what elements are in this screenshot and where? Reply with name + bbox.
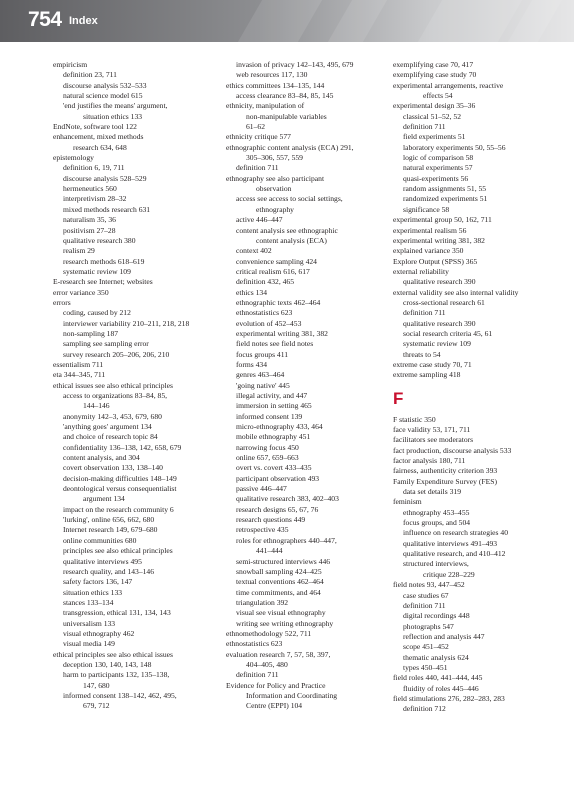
index-entry: critical realism 616, 617 — [236, 266, 310, 276]
index-entry: research 634, 648 — [73, 142, 127, 152]
index-entry: reflection and analysis 447 — [403, 631, 485, 641]
index-entry: access to organizations 83–84, 85, — [63, 391, 168, 400]
index-entry: transgression, ethical 131, 134, 143 — [63, 608, 171, 618]
index-entry: critique 228–229 — [423, 569, 475, 579]
index-entry: positivism 27–28 — [63, 225, 116, 235]
index-entry: external validity see also internal validity — [393, 287, 519, 297]
index-entry: passive 446–447 — [236, 484, 287, 494]
index-entry: decision-making difficulties 148–149 — [63, 473, 177, 483]
index-entry: systematic review 109 — [63, 266, 131, 276]
index-entry: stances 133–134 — [63, 597, 114, 607]
index-entry: error variance 350 — [53, 287, 109, 297]
index-entry: deception 130, 140, 143, 148 — [63, 659, 152, 669]
index-entry: ethical principles see also ethical issues — [53, 649, 173, 659]
index-entry: qualitative research 380 — [63, 235, 136, 245]
index-entry: influence on research strategies 40 — [403, 528, 508, 538]
index-entry: roles for ethnographers 440–447, — [236, 535, 337, 545]
index-entry: exemplifying case study 70 — [393, 70, 477, 80]
index-entry: hermeneutics 560 — [63, 184, 117, 194]
index-entry: content analysis (ECA) — [256, 235, 327, 245]
index-entry: extreme case study 70, 71 — [393, 359, 472, 369]
index-entry: visual ethnography 462 — [63, 628, 135, 638]
index-entry: epistemology — [53, 153, 94, 163]
index-entry: and choice of research topic 84 — [63, 432, 158, 442]
index-entry: ethnomethodology 522, 711 — [226, 628, 312, 638]
index-entry: definition 711 — [403, 122, 446, 132]
index-entry: anonymity 142–3, 453, 679, 680 — [63, 411, 162, 421]
index-entry: significance 58 — [403, 204, 450, 214]
index-entry: exemplifying case 70, 417 — [393, 60, 474, 69]
index-entry: safety factors 136, 147 — [63, 577, 133, 587]
index-entry: definition 711 — [236, 163, 279, 173]
index-entry: covert observation 133, 138–140 — [63, 463, 163, 473]
index-entry: research questions 449 — [236, 515, 306, 525]
index-entry: evaluation research 7, 57, 58, 397, — [226, 649, 331, 659]
index-entry: context 402 — [236, 246, 272, 256]
index-entry: fairness, authenticity criterion 393 — [393, 466, 498, 476]
index-entry: online communities 680 — [63, 535, 137, 545]
index-entry: social research criteria 45, 61 — [403, 328, 493, 338]
index-entry: time commitments, and 464 — [236, 587, 321, 597]
index-entry: F statistic 350 — [393, 414, 436, 424]
index-entry: definition 6, 19, 711 — [63, 163, 125, 173]
index-entry: field roles 440, 441–444, 445 — [393, 673, 483, 683]
index-entry: explained variance 350 — [393, 246, 464, 256]
index-entry: visual see visual ethnography — [236, 608, 326, 618]
index-entry: survey research 205–206, 206, 210 — [63, 349, 170, 359]
index-entry: discourse analysis 528–529 — [63, 173, 147, 183]
index-entry: research designs 65, 67, 76 — [236, 504, 319, 514]
index-entry: retrospective 435 — [236, 525, 289, 535]
index-entry: triangulation 392 — [236, 597, 289, 607]
index-entry: non-manipulable variables — [246, 111, 327, 121]
index-entry: feminism — [393, 497, 422, 507]
index-entry: systematic review 109 — [403, 339, 471, 349]
index-entry: external reliability — [393, 266, 449, 276]
index-entry: 679, 712 — [83, 701, 110, 711]
index-entry: informed consent 138–142, 462, 495, — [63, 690, 177, 700]
index-entry: natural experiments 57 — [403, 163, 473, 173]
index-entry: mobile ethnography 451 — [236, 432, 311, 442]
index-entry: definition 432, 465 — [236, 277, 295, 287]
index-entry: content analysis see ethnographic — [236, 225, 338, 235]
index-entry: sampling see sampling error — [63, 339, 149, 349]
index-entry: harm to participants 132, 135–138, — [63, 670, 170, 680]
index-entry: focus groups, and 504 — [403, 518, 471, 528]
index-entry: factor analysis 180, 711 — [393, 456, 466, 466]
index-entry: qualitative interviews 491–493 — [403, 538, 498, 548]
index-entry: evolution of 452–453 — [236, 318, 302, 328]
index-entry: experimental arrangements, reactive — [393, 80, 504, 90]
index-entry: digital recordings 448 — [403, 611, 470, 621]
index-entry: fluidity of roles 445–446 — [403, 683, 479, 693]
index-entry: enhancement, mixed methods — [53, 132, 144, 142]
index-entry: illegal activity, and 447 — [236, 391, 308, 400]
index-entry: data set details 319 — [403, 487, 461, 497]
index-entry: ethnography — [256, 204, 294, 214]
index-entry: Centre (EPPI) 104 — [246, 701, 303, 711]
index-entry: random assignments 51, 55 — [403, 184, 487, 194]
index-entry: threats to 54 — [403, 349, 441, 359]
index-entry: informed consent 139 — [236, 411, 303, 421]
index-entry: fact production, discourse analysis 533 — [393, 445, 512, 455]
index-entry: 404–405, 480 — [246, 659, 288, 669]
index-entry: overt vs. covert 433–435 — [236, 463, 312, 473]
index-entry: writing see writing ethnography — [236, 618, 334, 628]
index-entry: invasion of privacy 142–143, 495, 679 — [236, 60, 354, 69]
index-entry: observation — [256, 184, 292, 194]
index-entry: experimental writing 381, 382 — [393, 235, 485, 245]
index-entry: face validity 53, 171, 711 — [393, 425, 471, 434]
index-entry: cross-sectional research 61 — [403, 297, 485, 307]
index-entry: 61–62 — [246, 122, 265, 132]
index-entry: online 657, 659–663 — [236, 453, 299, 463]
index-entry: interpretivism 28–32 — [63, 194, 127, 204]
index-entry: definition 712 — [403, 704, 446, 714]
index-entry: research quality, and 143–146 — [63, 566, 155, 576]
index-entry: ethics committees 134–135, 144 — [226, 80, 325, 90]
index-entry: 305–306, 557, 559 — [246, 153, 303, 163]
running-header — [0, 0, 574, 42]
index-entry: scope 451–452 — [403, 642, 449, 652]
index-entry: qualitative research 390 — [403, 277, 476, 287]
index-entry: ethnography 453–455 — [403, 507, 470, 517]
index-column-2 — [226, 60, 384, 712]
index-entry: research methods 618–619 — [63, 256, 145, 266]
index-entry: quasi-experiments 56 — [403, 173, 469, 183]
index-entry: Information and Coordinating — [246, 690, 338, 700]
index-entry: confidentiality 136–138, 142, 658, 679 — [63, 442, 182, 452]
index-entry: coding, caused by 212 — [63, 308, 131, 318]
index-entry: micro-ethnography 433, 464 — [236, 422, 323, 432]
index-entry: field notes see field notes — [236, 339, 314, 349]
index-section-letter: F — [393, 388, 404, 408]
index-entry: web resources 117, 130 — [236, 70, 308, 80]
index-entry: ethnicity, manipulation of — [226, 101, 305, 111]
index-entry: qualitative interviews 495 — [63, 556, 142, 566]
index-entry: definition 711 — [236, 670, 279, 680]
index-entry: thematic analysis 624 — [403, 652, 469, 662]
index-entry: visual media 149 — [63, 639, 115, 649]
index-entry: 'end justifies the means' argument, — [63, 101, 168, 111]
index-entry: E-research see Internet; websites — [53, 277, 153, 287]
index-entry: forms 434 — [236, 359, 268, 369]
index-entry: field experiments 51 — [403, 132, 466, 142]
index-entry: 'anything goes' argument 134 — [63, 422, 152, 432]
index-entry: immersion in setting 465 — [236, 401, 312, 411]
index-entry: content analysis, and 304 — [63, 453, 140, 463]
index-entry: randomized experiments 51 — [403, 194, 488, 204]
index-entry: experimental realism 56 — [393, 225, 467, 235]
index-entry: ethnographic texts 462–464 — [236, 297, 321, 307]
index-entry: semi-structured interviews 446 — [236, 556, 331, 566]
index-entry: realism 29 — [63, 246, 95, 256]
index-entry: case studies 67 — [403, 590, 449, 600]
index-entry: access clearance 83–84, 85, 145 — [236, 91, 334, 101]
index-entry: logic of comparison 58 — [403, 153, 474, 163]
index-entry: ethnography see also participant — [226, 173, 325, 183]
index-entry: active 446–447 — [236, 215, 283, 225]
index-entry: empiricism — [53, 60, 88, 69]
index-entry: mixed methods research 631 — [63, 204, 151, 214]
index-entry: experimental group 50, 162, 711 — [393, 215, 492, 225]
index-entry: narrowing focus 450 — [236, 442, 299, 452]
index-entry: naturalism 35, 36 — [63, 215, 116, 225]
index-entry: snowball sampling 424–425 — [236, 566, 322, 576]
index-entry: errors — [53, 297, 71, 307]
index-entry: EndNote, software tool 122 — [53, 122, 137, 132]
index-entry: Explore Output (SPSS) 365 — [393, 256, 478, 266]
index-entry: textual conventions 462–464 — [236, 577, 324, 587]
index-entry: field stimulations 276, 282–283, 283 — [393, 693, 505, 703]
index-entry: 147, 680 — [83, 680, 110, 690]
index-entry: focus groups 411 — [236, 349, 289, 359]
index-entry: situation ethics 133 — [83, 111, 143, 121]
index-entry: principles see also ethical principles — [63, 546, 173, 556]
index-entry: convenience sampling 424 — [236, 256, 317, 266]
index-entry: structured interviews, — [403, 559, 469, 569]
index-entry: situation ethics 133 — [63, 587, 123, 597]
index-entry: ethnostatistics 623 — [236, 308, 293, 318]
index-entry: participant observation 493 — [236, 473, 320, 483]
index-entry: qualitative research 390 — [403, 318, 476, 328]
index-entry: qualitative research, and 410–412 — [403, 549, 506, 559]
index-entry: laboratory experiments 50, 55–56 — [403, 142, 506, 152]
index-entry: Family Expenditure Survey (FES) — [393, 476, 497, 486]
index-entry: 'lurking', online 656, 662, 680 — [63, 515, 155, 525]
index-entry: experimental writing 381, 382 — [236, 328, 328, 338]
index-entry: photographs 547 — [403, 621, 454, 631]
index-entry: Internet research 149, 679–680 — [63, 525, 158, 535]
index-entry: access see access to social settings, — [236, 194, 343, 204]
section-title: Index — [69, 15, 98, 27]
index-entry: effects 54 — [423, 91, 453, 101]
index-entry: eta 344–345, 711 — [53, 370, 106, 380]
index-entry: ethnicity critique 577 — [226, 132, 291, 142]
index-entry: classical 51–52, 52 — [403, 111, 461, 121]
index-entry: interviewer variability 210–211, 218, 218 — [63, 318, 190, 328]
index-column-3 — [393, 60, 563, 715]
index-entry: natural science model 615 — [63, 91, 143, 101]
index-entry: definition 711 — [403, 308, 446, 318]
index-entry: Evidence for Policy and Practice — [226, 680, 326, 690]
index-entry: ethnostatistics 623 — [226, 639, 283, 649]
index-entry: impact on the research community 6 — [63, 504, 174, 514]
page-number: 754 — [28, 8, 62, 31]
index-entry: definition 711 — [403, 600, 446, 610]
index-entry: field notes 93, 447–452 — [393, 580, 465, 590]
index-entry: 144–146 — [83, 401, 110, 411]
index-column-1 — [53, 60, 213, 712]
index-entry: universalism 133 — [63, 618, 116, 628]
index-entry: deontological versus consequentialist — [63, 484, 177, 494]
index-entry: experimental design 35–36 — [393, 101, 476, 111]
index-entry: 'going native' 445 — [236, 380, 290, 390]
index-entry: ethics 134 — [236, 287, 268, 297]
index-entry: genres 463–464 — [236, 370, 285, 380]
index-entry: 441–444 — [256, 546, 283, 556]
index-entry: essentialism 711 — [53, 359, 104, 369]
index-entry: non-sampling 187 — [63, 328, 119, 338]
index-entry: discourse analysis 532–533 — [63, 80, 147, 90]
index-entry: types 450–451 — [403, 662, 448, 672]
index-entry: extreme sampling 418 — [393, 370, 461, 380]
index-entry: ethical issues see also ethical principles — [53, 380, 173, 390]
index-entry: definition 23, 711 — [63, 70, 117, 80]
index-entry: argument 134 — [83, 494, 125, 504]
index-entry: qualitative research 383, 402–403 — [236, 494, 339, 504]
index-entry: facilitators see moderators — [393, 435, 474, 445]
index-entry: ethnographic content analysis (ECA) 291, — [226, 142, 354, 152]
